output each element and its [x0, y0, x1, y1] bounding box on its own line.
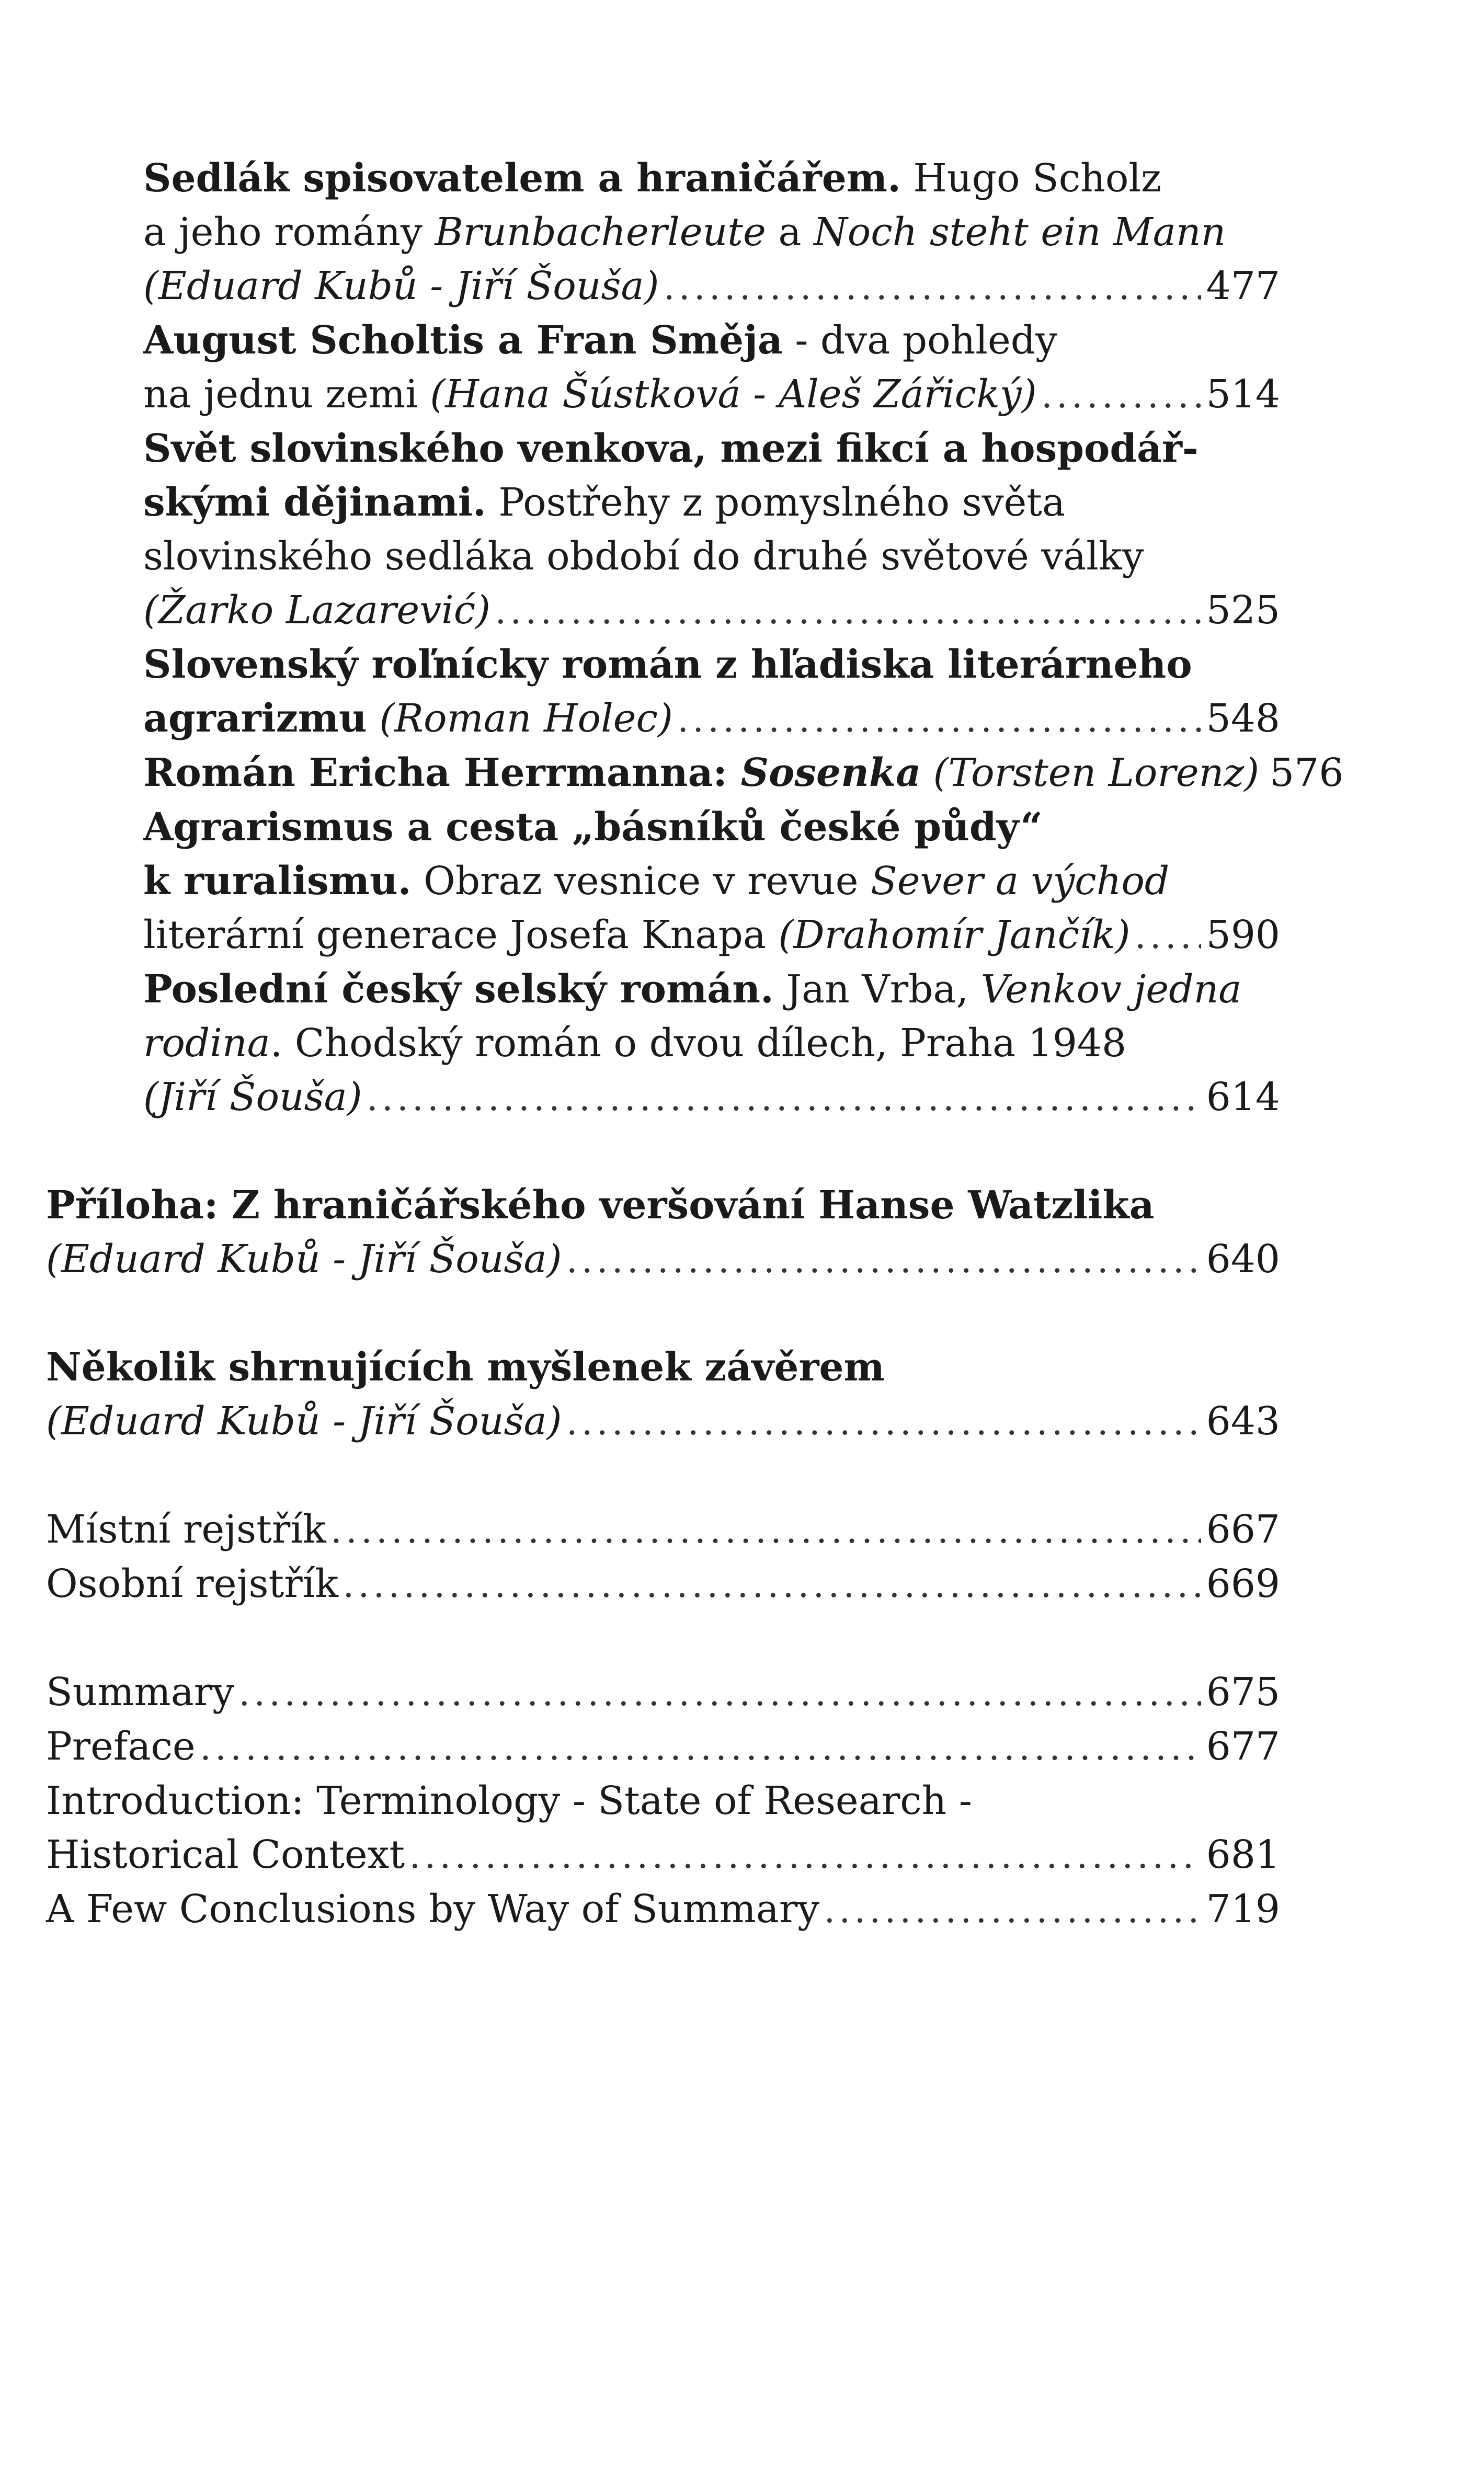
toc-entry-vrba: [46, 963, 1280, 1125]
entry-line: [143, 963, 1280, 1017]
entry-authors: (Drahomír Jančík): [778, 912, 1131, 957]
entry-authors: (Jiří Šouša): [143, 1075, 362, 1120]
toc-entry-preface: [46, 1720, 1280, 1774]
entry-line: [143, 152, 1280, 206]
entry-authors: (Roman Holec): [367, 696, 673, 741]
entry-title: Svět slovinského venkova, mezi fikcí a hospodář-: [143, 426, 1198, 471]
toc-entry-slovinsky-venkov: [46, 422, 1280, 638]
entry-text: slovinského sedláka období do druhé světové války: [143, 534, 1144, 579]
entry-line: [143, 530, 1280, 584]
entry-authors: (Torsten Lorenz): [921, 750, 1260, 795]
entry-text: . Chodský román o dvou dílech, Praha 1948: [270, 1021, 1127, 1066]
entry-title: Několik shrnujících myšlenek závěrem: [46, 1345, 885, 1390]
entry-authors: (Eduard Kubů - Jiří Šouša): [143, 264, 659, 309]
entry-title: Sedlák spisovatelem a hraničářem.: [143, 156, 901, 201]
entry-title: Slovenský roľnícky román z hľadiska literárneho: [143, 642, 1192, 687]
entry-authors: (Žarko Lazarević): [143, 588, 491, 633]
page-number: 590: [1206, 912, 1280, 957]
entry-title: August Scholtis a Fran Směja: [143, 318, 783, 363]
book-title: Sosenka: [740, 750, 921, 795]
entry-text: Postřehy z pomyslného světa: [486, 480, 1066, 525]
entry-text: Hugo Scholz: [900, 156, 1162, 201]
entry-authors: (Hana Šústková - Aleš Zářický): [430, 372, 1037, 417]
entry-title: skými dějinami.: [143, 480, 486, 525]
section-gap: [46, 1612, 1280, 1665]
entry-text: na jednu zemi: [143, 372, 430, 417]
entry-line: [46, 1503, 1280, 1557]
toc-entry-introduction: [46, 1774, 1280, 1882]
leader-dots: [344, 1558, 1201, 1612]
page-number: 640: [1206, 1237, 1280, 1282]
leader-dots: [201, 1720, 1201, 1774]
entry-authors: (Eduard Kubů - Jiří Šouša): [46, 1237, 562, 1282]
entry-text: Summary: [46, 1670, 234, 1715]
leader-dots: [825, 1883, 1201, 1937]
entry-line: [46, 1232, 1280, 1287]
leader-dots: [1135, 909, 1201, 963]
entry-line: [46, 1665, 1280, 1720]
entry-text: Osobní rejstřík: [46, 1561, 339, 1606]
entry-line: [46, 1882, 1280, 1937]
page-number: 576: [1270, 750, 1344, 795]
leader-dots: [368, 1071, 1201, 1125]
entry-title: k ruralismu.: [143, 859, 412, 904]
entry-line: [143, 314, 1280, 368]
leader-dots: [332, 1503, 1201, 1557]
entry-title: Román Ericha Herrmanna:: [143, 750, 741, 795]
toc-entry-agrarismus: [46, 801, 1280, 963]
toc-entry-conclusions: [46, 1882, 1280, 1937]
entry-text: Historical Context: [46, 1832, 405, 1877]
toc-entry-slovensky-roman: [46, 638, 1280, 746]
entry-line: [46, 1720, 1280, 1774]
entry-text: a: [766, 210, 814, 255]
book-title: rodina: [143, 1021, 270, 1066]
entry-line: [46, 1557, 1280, 1612]
page-number: 614: [1206, 1075, 1280, 1120]
entry-line: [143, 368, 1280, 422]
page-number: 548: [1206, 696, 1280, 741]
leader-dots: [567, 1233, 1201, 1287]
entry-line: [143, 259, 1280, 314]
book-title: Brunbacherleute: [435, 210, 766, 255]
page-number: 675: [1206, 1670, 1280, 1715]
page-number: 477: [1206, 264, 1280, 309]
toc-entry-scholtis-smeja: [46, 314, 1280, 422]
entry-text: Preface: [46, 1724, 196, 1769]
page-number: 643: [1206, 1399, 1280, 1444]
entry-line: [143, 638, 1280, 692]
entry-line: [46, 1179, 1280, 1232]
entry-line: [143, 584, 1280, 638]
entry-line: [143, 422, 1280, 476]
book-title: Noch steht ein Mann: [813, 210, 1226, 255]
entry-line: [143, 206, 1280, 259]
entry-line: [143, 1017, 1280, 1070]
section-gap: [46, 1125, 1280, 1179]
entry-text: Introduction: Terminology - State of Research -: [46, 1778, 972, 1823]
entry-line: [143, 692, 1280, 746]
entry-title: agrarizmu: [143, 696, 367, 741]
leader-dots: [664, 260, 1201, 314]
page-number: 667: [1206, 1507, 1280, 1552]
toc-entry-priloha: [46, 1179, 1280, 1287]
section-gap: [46, 1287, 1280, 1341]
page-number: 719: [1206, 1887, 1280, 1932]
entry-line: [143, 1070, 1280, 1125]
entry-line: [143, 908, 1280, 963]
entry-text: a jeho romány: [143, 210, 435, 255]
entry-line: [143, 801, 1280, 854]
page-number: 514: [1206, 372, 1280, 417]
entry-title: Příloha: Z hraničářského veršování Hanse Watzlika: [46, 1183, 1155, 1228]
book-title: Venkov jedna: [980, 967, 1242, 1012]
entry-line: [143, 854, 1280, 908]
entry-text: Obraz vesnice v revue: [411, 859, 871, 904]
entry-text: Místní rejstřík: [46, 1507, 326, 1552]
toc-entry-osobni-rejstrik: [46, 1557, 1280, 1612]
leader-dots: [496, 584, 1201, 638]
entry-line: [143, 746, 1344, 801]
table-of-contents: [46, 152, 1344, 1937]
page-number: 525: [1206, 588, 1280, 633]
leader-dots: [567, 1395, 1201, 1449]
entry-line: [46, 1341, 1280, 1395]
toc-entry-summary: [46, 1665, 1280, 1720]
toc-entry-herrmann: [46, 746, 1344, 801]
entry-text: Jan Vrba,: [773, 967, 981, 1012]
leader-dots: [239, 1666, 1201, 1720]
page-number: 677: [1206, 1724, 1280, 1769]
entry-title: Agrarismus a cesta „básníků české půdy“: [143, 805, 1043, 850]
leader-dots: [1042, 368, 1201, 422]
leader-dots: [410, 1829, 1201, 1882]
entry-text: - dva pohledy: [782, 318, 1057, 363]
entry-line: [143, 476, 1280, 530]
entry-line: [46, 1828, 1280, 1882]
section-gap: [46, 1449, 1280, 1503]
toc-entry-scholz: [46, 152, 1280, 314]
entry-text: literární generace Josefa Knapa: [143, 912, 779, 957]
entry-text: A Few Conclusions by Way of Summary: [46, 1887, 820, 1932]
entry-authors: (Eduard Kubů - Jiří Šouša): [46, 1399, 562, 1444]
entry-line: [46, 1774, 1280, 1828]
entry-title: Poslední český selský román.: [143, 967, 774, 1012]
toc-entry-shrnuti: [46, 1341, 1280, 1449]
book-title: Sever a východ: [871, 859, 1170, 904]
toc-entry-mistni-rejstrik: [46, 1503, 1280, 1557]
entry-line: [46, 1395, 1280, 1449]
page-number: 681: [1206, 1832, 1280, 1877]
page-number: 669: [1206, 1561, 1280, 1606]
leader-dots: [678, 692, 1201, 746]
